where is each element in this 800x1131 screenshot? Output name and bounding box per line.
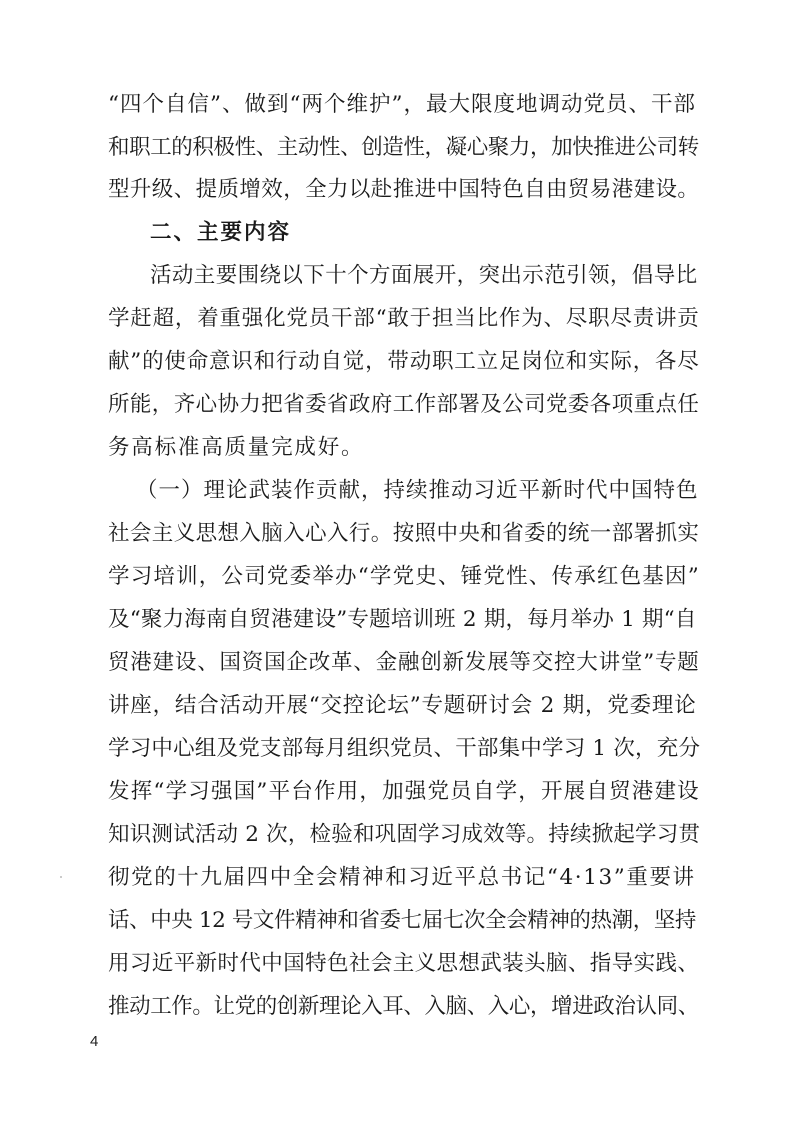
- text-line-15: 讲座，结合活动开展“交控论坛”专题研讨会 2 期，党委理论: [108, 693, 697, 718]
- text-line-1: “四个自信”、做到“两个维护”，最大限度地调动党员、干部: [108, 92, 696, 117]
- text-line-6: 学赶超，着重强化党员干部“敢于担当比作为、尽职尽责讲贡: [108, 306, 700, 331]
- text-line-20: 话、中央 12 号文件精神和省委七届七次全会精神的热潮，坚持: [108, 908, 697, 933]
- text-line-13: 及“聚力海南自贸港建设”专题培训班 2 期，每月举办 1 期“自: [108, 607, 697, 632]
- text-line-5: 活动主要围绕以下十个方面展开，突出示范引领，倡导比: [150, 263, 698, 288]
- text-line-16: 学习中心组及党支部每月组织党员、干部集中学习 1 次，充分: [108, 736, 701, 761]
- section-heading: 二、主要内容: [150, 220, 292, 245]
- subsection-heading: （一）理论武装作贡献，持续推动习近平新时代中国特色: [136, 478, 699, 503]
- text-line-18: 知识测试活动 2 次，检验和巩固学习成效等。持续掀起学习贯: [108, 822, 701, 847]
- text-line-3: 型升级、提质增效，全力以赴推进中国特色自由贸易港建设。: [108, 177, 700, 202]
- text-line-7: 献”的使命意识和行动自觉，带动职工立足岗位和实际，各尽: [108, 349, 700, 374]
- text-line-2: 和职工的积极性、主动性、创造性，凝心聚力，加快推进公司转: [108, 135, 699, 160]
- text-line-22: 推动工作。让党的创新理论入耳、入脑、入心，增进政治认同、: [108, 994, 699, 1019]
- text-line-9: 务高标准高质量完成好。: [108, 435, 365, 460]
- text-line-17: 发挥“学习强国”平台作用，加强党员自学，开展自贸港建设: [108, 779, 700, 804]
- scan-speck: [60, 876, 62, 878]
- text-line-8: 所能，齐心协力把省委省政府工作部署及公司党委各项重点任: [108, 392, 700, 417]
- text-line-12: 学习培训，公司党委举办“学党史、锤党性、传承红色基因”: [108, 564, 700, 589]
- text-line-14: 贸港建设、国资国企改革、金融创新发展等交控大讲堂”专题: [108, 650, 700, 675]
- text-line-19: 彻党的十九届四中全会精神和习近平总书记“4·13”重要讲: [108, 865, 696, 890]
- text-line-21: 用习近平新时代中国特色社会主义思想武装头脑、指导实践、: [108, 951, 700, 976]
- page-number: 4: [90, 1033, 99, 1050]
- text-line-11: 社会主义思想入脑入心入行。按照中央和省委的统一部署抓实: [108, 521, 700, 546]
